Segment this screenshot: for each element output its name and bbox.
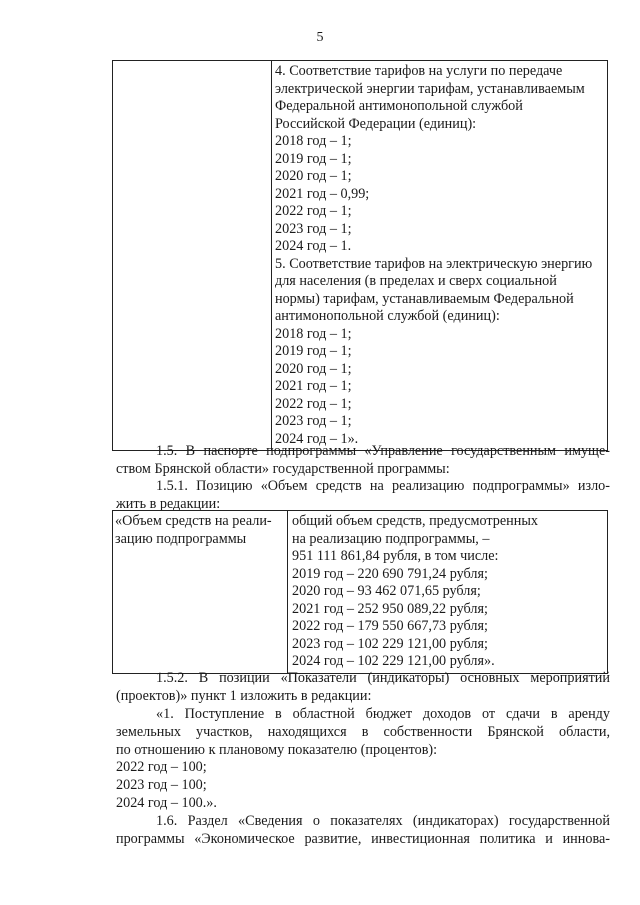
tariff-table-left-cell bbox=[113, 61, 272, 451]
tariff-line: 2022 год – 1; bbox=[275, 203, 352, 219]
tariff-line: 2019 год – 1; bbox=[275, 150, 352, 167]
tariff-line: 4. Соответствие тарифов на услуги по передаче bbox=[275, 63, 563, 79]
tariff-line: 2024 год – 1». bbox=[275, 430, 359, 447]
funding-line: 2021 год – 252 950 089,22 рубля; bbox=[292, 600, 488, 617]
paragraph-line: ством Брянской области» государственной программы: bbox=[116, 460, 450, 477]
tariff-line: 2022 год – 1; bbox=[275, 395, 352, 412]
tariff-line: для населения (в пределах и сверх социальной bbox=[275, 273, 557, 289]
tariff-line: 2021 год – 0,99; bbox=[275, 185, 370, 202]
funding-table-right-cell bbox=[288, 511, 608, 674]
tariff-line: антимонопольной службой (единиц): bbox=[275, 308, 500, 324]
paragraph-line: программы «Экономическое развитие, инвестиционная политика и иннова- bbox=[116, 830, 610, 847]
tariff-table-right-cell bbox=[272, 61, 608, 451]
funding-label-line: зацию подпрограммы bbox=[115, 530, 247, 547]
paragraph-line: 1.5.2. В позиции «Показатели (индикаторы) основных мероприятий bbox=[156, 670, 610, 686]
paragraph-line: 1.5.1. Позицию «Объем средств на реализацию подпрограммы» изло- bbox=[156, 478, 610, 494]
tariff-line: 5. Соответствие тарифов на электрическую энергию bbox=[275, 255, 593, 272]
tariff-line: Российской Федерации (единиц): bbox=[275, 115, 477, 132]
paragraph-line: (проектов)» пункт 1 изложить в редакции: bbox=[116, 687, 372, 704]
paragraph-line: 1.5. В паспорте подпрограммы «Управление государственным имуще- bbox=[156, 443, 610, 459]
funding-label-line: «Объем средств на реали- bbox=[115, 513, 272, 529]
year-line: 2022 год – 100; bbox=[116, 759, 207, 775]
tariff-table bbox=[112, 60, 608, 451]
year-values bbox=[116, 759, 610, 812]
tariff-line: 2020 год – 1; bbox=[275, 168, 352, 184]
paragraph-1-5-1 bbox=[116, 478, 610, 514]
tariff-line: Федеральной антимонопольной службой bbox=[275, 98, 523, 114]
funding-line: 2020 год – 93 462 071,65 рубля; bbox=[292, 583, 481, 599]
paragraph-1-5-2 bbox=[116, 670, 610, 706]
paragraph-quote bbox=[116, 706, 610, 759]
funding-line: 951 111 861,84 рубля, в том числе: bbox=[292, 548, 499, 564]
tariff-line: 2018 год – 1; bbox=[275, 133, 352, 149]
paragraph-line: по отношению к плановому показателю (процентов): bbox=[116, 741, 438, 758]
tariff-line: электрической энергии тарифам, устанавливаемым bbox=[275, 80, 585, 97]
funding-line: общий объем средств, предусмотренных bbox=[292, 513, 538, 529]
funding-table-left-cell bbox=[113, 511, 288, 674]
funding-line: 2019 год – 220 690 791,24 рубля; bbox=[292, 565, 488, 582]
tariff-line: 2021 год – 1; bbox=[275, 378, 352, 394]
tariff-line: 2019 год – 1; bbox=[275, 343, 352, 359]
paragraph-line: земельных участков, находящихся в собственности Брянской области, bbox=[116, 723, 610, 740]
year-line: 2024 год – 100.». bbox=[116, 794, 217, 811]
funding-line: на реализацию подпрограммы, – bbox=[292, 530, 490, 547]
paragraph-1-5 bbox=[116, 443, 610, 479]
tariff-line: 2020 год – 1; bbox=[275, 360, 352, 377]
tariff-line: 2023 год – 1; bbox=[275, 220, 352, 237]
paragraph-line: «1. Поступление в областной бюджет доходов от сдачи в аренду bbox=[156, 706, 610, 722]
page-number: 5 bbox=[316, 30, 324, 45]
funding-line: 2024 год – 102 229 121,00 рубля». bbox=[292, 653, 495, 669]
paragraph-1-6 bbox=[116, 813, 610, 849]
funding-table bbox=[112, 510, 608, 674]
paragraph-line: 1.6. Раздел «Сведения о показателях (индикаторах) государственной bbox=[156, 813, 610, 829]
funding-line: 2023 год – 102 229 121,00 рубля; bbox=[292, 635, 488, 652]
tariff-line: нормы) тарифам, устанавливаемым Федеральной bbox=[275, 290, 574, 307]
year-line: 2023 год – 100; bbox=[116, 776, 207, 793]
paragraph-line: жить в редакции: bbox=[116, 495, 221, 512]
tariff-line: 2023 год – 1; bbox=[275, 413, 352, 429]
funding-line: 2022 год – 179 550 667,73 рубля; bbox=[292, 618, 488, 634]
tariff-line: 2018 год – 1; bbox=[275, 325, 352, 342]
tariff-line: 2024 год – 1. bbox=[275, 238, 352, 254]
